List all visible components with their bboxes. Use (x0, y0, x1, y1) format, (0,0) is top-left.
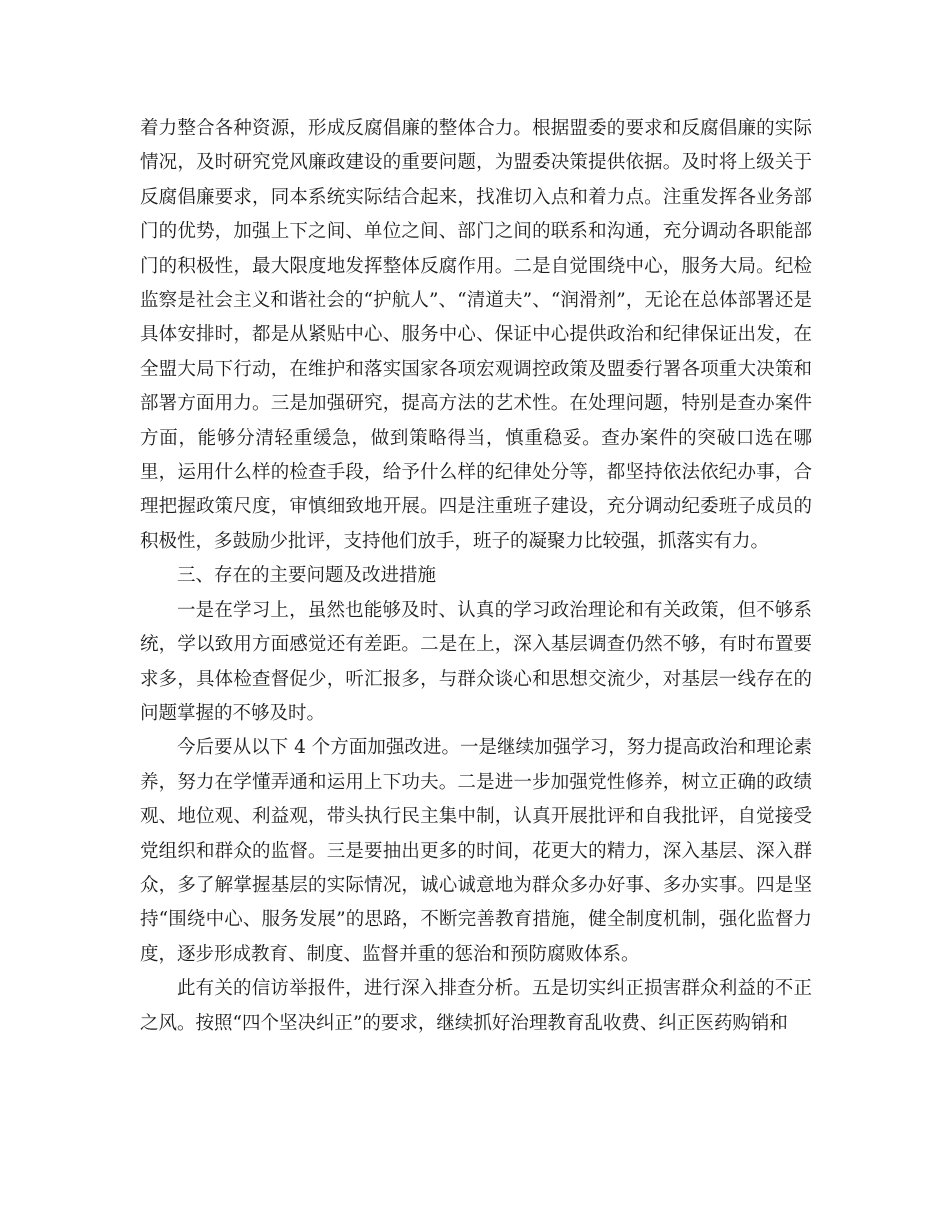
paragraph-problems: 一是在学习上，虽然也能够及时、认真的学习政治理论和有关政策，但不够系统，学以致用方面感觉还有差距。二是在上，深入基层调查仍然不够，有时布置要求多，具体检查督促少，听汇报多，与群众谈心和思想交流少，对基层一线存在的问题掌握的不够及时。 (140, 599, 812, 724)
paragraph-continuation: 此有关的信访举报件，进行深入排查分析。五是切实纠正损害群众利益的不正之风。按照“四个坚决纠正”的要求，继续抓好治理教育乱收费、纠正医药购销和 (140, 978, 812, 1034)
section-heading-problems: 三、存在的主要问题及改进措施 (177, 565, 437, 587)
paragraph-responsibilities: 着力整合各种资源，形成反腐倡廉的整体合力。根据盟委的要求和反腐倡廉的实际情况，及时研究党风廉政建设的重要问题，为盟委决策提供依据。及时将上级关于反腐倡廉要求，同本系统实际结合起来，找准切入点和着力点。注重发挥各业务部门的优势，加强上下之间、单位之间、部门之间的联系和沟通，充分调动各职能部门的积极性，最大限度地发挥整体反腐作用。二是自觉围绕中心，服务大局。纪检监察是社会主义和谐社会的“护航人”、“清道夫”、“润滑剂”，无论在总体部署还是具体安排时，都是从紧贴中心、服务中心、保证中心提供政治和纪律保证出发，在全盟大局下行动，在维护和落实国家各项宏观调控政策及盟委行署各项重大决策和部署方面用力。三是加强研究，提高方法的艺术性。在处理问题，特别是查办案件方面，能够分清轻重缓急，做到策略得当，慎重稳妥。查办案件的突破口选在哪里，运用什么样的检查手段，给予什么样的纪律处分等，都坚持依法依纪办事，合理把握政策尺度，审慎细致地开展。四是注重班子建设，充分调动纪委班子成员的积极性，多鼓励少批评，支持他们放手，班子的凝聚力比较强，抓落实有力。 (140, 118, 812, 552)
document-body (140, 112, 812, 1041)
paragraph-improvements: 今后要从以下 4 个方面加强改进。一是继续加强学习，努力提高政治和理论素养，努力在学懂弄通和运用上下功夫。二是进一步加强党性修养，树立正确的政绩观、地位观、利益观，带头执行民主集中制，认真开展批评和自我批评，自觉接受党组织和群众的监督。三是要抽出更多的时间，花更大的精力，深入基层、深入群众，多了解掌握基层的实际情况，诚心诚意地为群众多办好事、多办实事。四是坚持“围绕中心、服务发展”的思路，不断完善教育措施，健全制度机制，强化监督力度，逐步形成教育、制度、监督并重的惩治和预防腐败体系。 (140, 737, 812, 965)
